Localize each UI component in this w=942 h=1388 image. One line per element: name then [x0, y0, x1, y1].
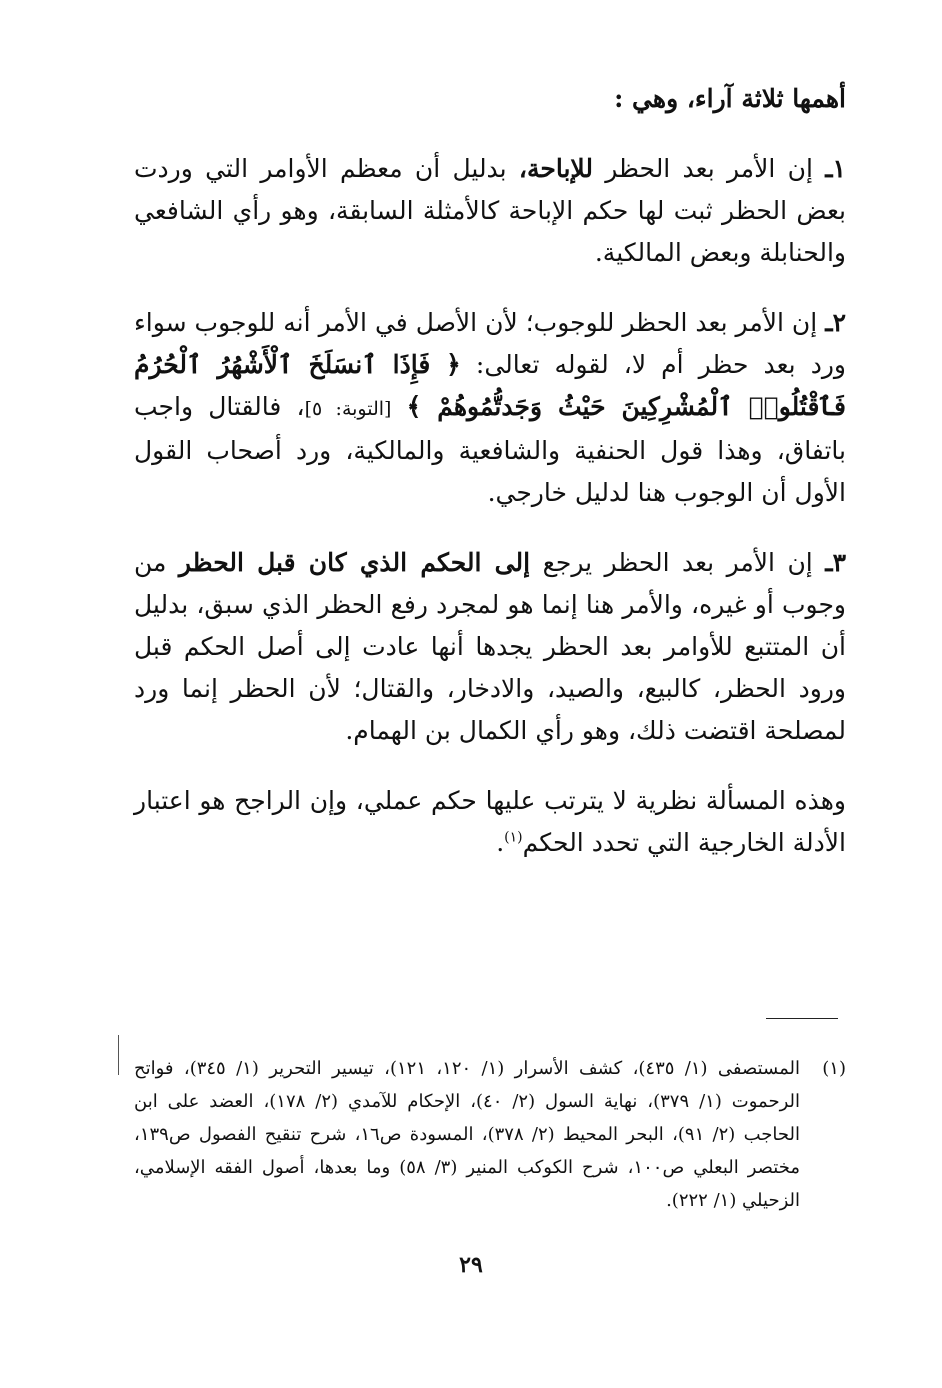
- footnote-divider: [766, 1018, 838, 1019]
- quran-verse: ﴿ فَإِذَا ٱنسَلَخَ ٱلْأَشْهُرُ ٱلْحُرُمُ فَٱقْتُلُوا۟ ٱلْمُشْرِكِينَ حَيْثُ وَجَدتُّمُوهُمْ ﴾: [134, 350, 846, 421]
- footnote-text: المستصفى (١/ ٤٣٥)، كشف الأسرار (١/ ١٢٠، ١٢١)، تيسير التحرير (١/ ٣٤٥)، فواتح الرحموت (١/ ٣٧٩)، نهاية السول (٢/ ٤٠)، الإحكام للآمدي (٢/ ١٧٨)، العضد على ابن الحاجب (٢/ ٩١)، البحر المحيط (٢/ ٣٧٨)، المسودة ص١٦، شرح تنقيح الفصول ص١٣٩، مختصر البعلي ص١٠٠، شرح الكوكب المنير (٣/ ٥٨) وما بعدها، أصول الفقه الإسلامي، الزحيلي (١/ ٢٢٢).: [134, 1058, 800, 1211]
- verse-reference: [التوبة: ٥]: [304, 398, 392, 420]
- page-number: ٢٩: [459, 1252, 483, 1278]
- opinion-lead: إن الأمر بعد الحظر: [605, 154, 813, 183]
- footnote-1: [134, 1052, 846, 1217]
- opinion-key-term: إلى الحكم الذي كان قبل الحظر: [178, 548, 531, 577]
- conclusion-paragraph: [134, 780, 846, 864]
- conclusion-text: وهذه المسألة نظرية لا يترتب عليها حكم عملي، وإن الراجح هو اعتبار الأدلة الخارجية التي تحدد الحكم: [134, 786, 846, 857]
- opinion-text: بدليل أن معظم الأوامر التي وردت بعض الحظر ثبت لها حكم الإباحة كالأمثلة السابقة، وهو رأي الشافعي والحنابلة وبعض المالكية.: [134, 154, 846, 267]
- intro-line: أهمها ثلاثة آراء، وهي :: [614, 84, 846, 113]
- footnote-number: (١): [822, 1058, 846, 1079]
- opinion-text: من وجوب أو غيره، والأمر هنا إنما هو لمجرد رفع الحظر الذي سبق، بدليل أن المتتبع للأوامر بعد الحظر يجدها أنها عادت إلى أصل الحكم قبل ورود الحظر، كالبيع، والصيد، والادخار، والقتال؛ لأن الحظر إنما ورد لمصلحة اقتضت ذلك، وهو رأي الكمال بن الهمام.: [134, 548, 846, 745]
- opinion-2: [134, 302, 846, 514]
- opinion-number: ١ـ: [825, 154, 846, 183]
- opinion-number: ٣ـ: [825, 548, 846, 577]
- footnote-reference: (١): [504, 829, 523, 846]
- opinion-key-term: للإباحة،: [518, 154, 593, 183]
- opinion-3: [134, 542, 846, 752]
- opinion-text: إن الأمر بعد الحظر للوجوب؛ لأن الأصل في الأمر أنه للوجوب سواء ورد بعد حظر أم لا، لقوله تعالى:: [134, 308, 846, 379]
- opinion-1: [134, 148, 846, 274]
- opinion-lead: إن الأمر بعد الحظر يرجع: [542, 548, 813, 577]
- opinion-text-after: ، فالقتال واجب باتفاق، وهذا قول الحنفية والشافعية والمالكية، ورد أصحاب القول الأول أن الوجوب هنا لدليل خارجي.: [134, 392, 846, 507]
- conclusion-end: .: [496, 828, 505, 857]
- margin-mark: [118, 1035, 119, 1075]
- footnotes: [134, 1052, 846, 1217]
- opinion-number: ٢ـ: [825, 308, 846, 337]
- main-text: [134, 78, 846, 864]
